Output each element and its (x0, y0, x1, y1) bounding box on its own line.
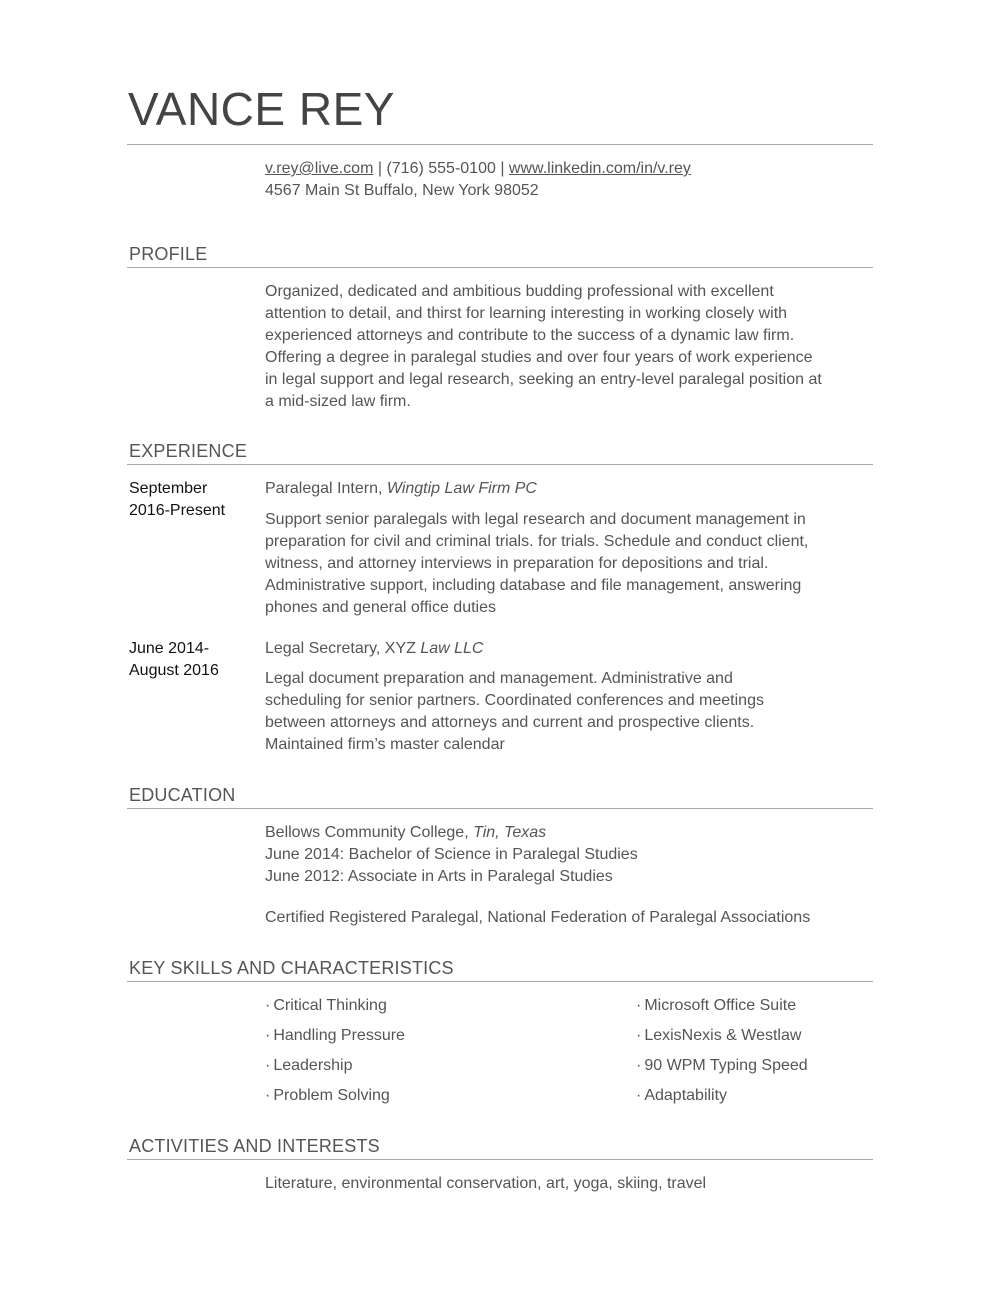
skill-label: Critical Thinking (273, 997, 387, 1014)
bullet: · (636, 997, 642, 1014)
job-title (265, 638, 483, 660)
job-description: Support senior paralegals with legal research and document management in preparation for civil and criminal trials. for trials. Schedule and conduct client, witness, and attorney interviews in preparation for depositions and trial. Administrative support, including database and file management, answering phones and general office duties (265, 511, 809, 616)
bullet: · (636, 1027, 642, 1044)
skill-item (636, 1025, 801, 1047)
bullet: · (265, 1027, 271, 1044)
school-name: Bellows Community College, (265, 824, 474, 841)
activities-text: Literature, environmental conservation, art, yoga, skiing, travel (265, 1175, 707, 1192)
skill-item (636, 1085, 727, 1107)
linkedin-link[interactable]: www.linkedin.com/in/v.rey (508, 160, 691, 177)
skill-label: 90 WPM Typing Speed (644, 1057, 808, 1074)
bullet: · (636, 1087, 642, 1104)
school-line (265, 822, 865, 844)
certification: Certified Registered Paralegal, National Federation of Paralegal Associations (265, 909, 811, 926)
contact-separator: | (373, 160, 387, 177)
bullet: · (265, 1087, 271, 1104)
job-date (129, 638, 254, 682)
school-location: Tin, Texas (473, 824, 547, 841)
skill-item (265, 1055, 353, 1077)
activities-divider (127, 1159, 873, 1160)
job-date-line: 2016-Present (129, 502, 226, 519)
skill-item (265, 1085, 390, 1107)
address: 4567 Main St Buffalo, New York 98052 (265, 182, 539, 199)
skill-label: Leadership (273, 1057, 353, 1074)
bullet: · (265, 997, 271, 1014)
job-company: Law LLC (420, 640, 484, 657)
education-heading: EDUCATION (129, 785, 236, 805)
bullet: · (265, 1057, 271, 1074)
job-role: Paralegal Intern, (265, 480, 387, 497)
job-role: Legal Secretary, XYZ (265, 640, 421, 657)
skill-item (636, 1055, 808, 1077)
skill-label: Handling Pressure (273, 1027, 405, 1044)
skill-item (265, 995, 387, 1017)
experience-heading: EXPERIENCE (129, 441, 248, 461)
header-divider (127, 144, 873, 145)
resume-name: VANCE REY (128, 83, 395, 135)
contact-block (265, 158, 691, 202)
job-company: Wingtip Law Firm PC (386, 480, 537, 497)
skill-label: Problem Solving (273, 1087, 390, 1104)
bullet: · (636, 1057, 642, 1074)
education-block (265, 822, 865, 888)
phone-number: (716) 555-0100 (386, 160, 496, 177)
skill-label: Microsoft Office Suite (644, 997, 797, 1014)
skills-heading: KEY SKILLS AND CHARACTERISTICS (129, 958, 454, 978)
job-date (129, 478, 254, 522)
profile-heading: PROFILE (129, 244, 208, 264)
profile-divider (127, 267, 873, 268)
job-date-line: September (129, 480, 208, 497)
job-description: Legal document preparation and management. Administrative and scheduling for senior partners. Coordinated conferences and meetings between attorneys and attorneys and current and prospective clients. Maintained firm’s master calendar (265, 670, 764, 753)
job-title (265, 478, 537, 500)
contact-separator: | (495, 160, 509, 177)
degree-line: June 2012: Associate in Arts in Paralegal Studies (265, 868, 613, 885)
experience-divider (127, 464, 873, 465)
activities-heading: ACTIVITIES AND INTERESTS (129, 1136, 380, 1156)
job-date-line: June 2014- (129, 640, 210, 657)
email-link[interactable]: v.rey@live.com (265, 160, 374, 177)
skills-divider (127, 981, 873, 982)
skill-label: Adaptability (644, 1087, 728, 1104)
contact-line (265, 158, 691, 180)
skill-item (265, 1025, 405, 1047)
job-date-line: August 2016 (129, 662, 219, 679)
profile-text: Organized, dedicated and ambitious budding professional with excellent attention to detail, and thirst for learning interesting in working closely with experienced attorneys and contribute to the success of a dynamic law firm. Offering a degree in paralegal studies and over four years of work experience in legal support and legal research, seeking an entry-level paralegal position at a mid-sized law firm. (265, 283, 822, 410)
education-divider (127, 808, 873, 809)
skill-label: LexisNexis & Westlaw (644, 1027, 802, 1044)
degree-line: June 2014: Bachelor of Science in Paralegal Studies (265, 846, 638, 863)
skill-item (636, 995, 796, 1017)
